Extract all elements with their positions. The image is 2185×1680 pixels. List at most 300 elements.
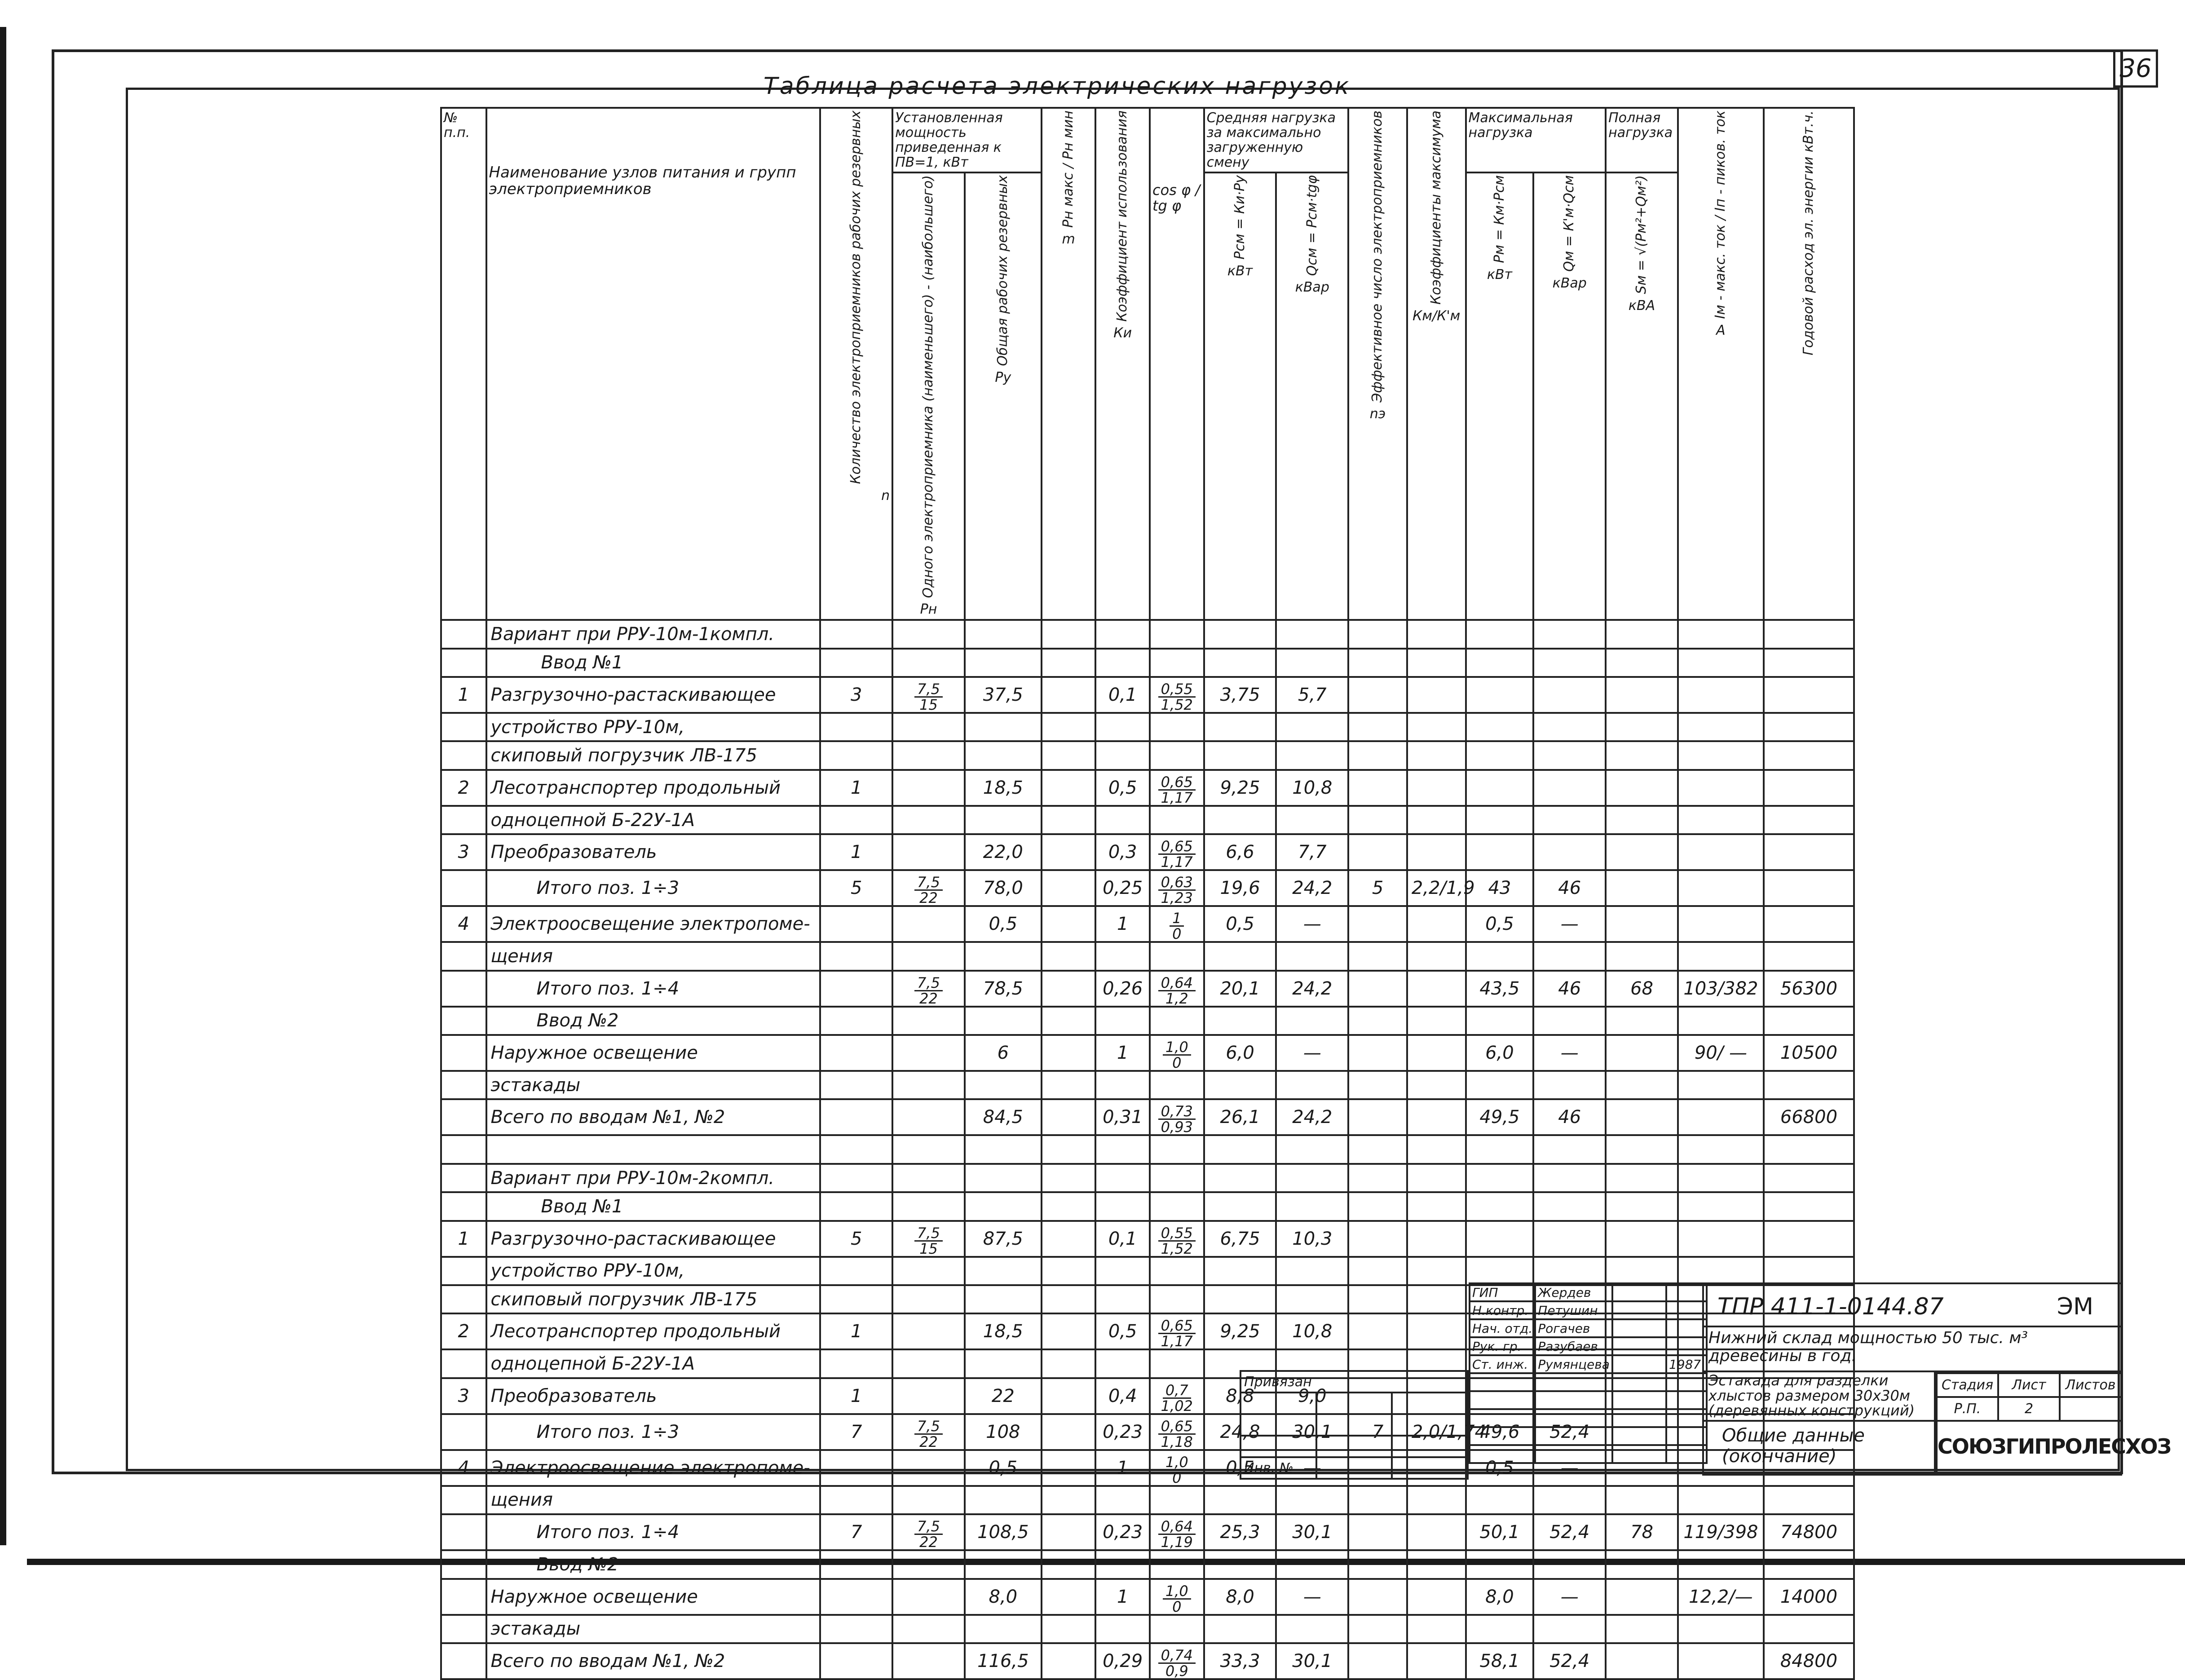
cell-power-total xyxy=(965,1164,1042,1192)
cell-ne xyxy=(1348,1035,1407,1071)
cell-power-one xyxy=(892,1071,965,1099)
cell-m xyxy=(1042,741,1096,769)
cell-cos-denominator: 0 xyxy=(1172,1469,1182,1486)
cell-cos-fraction xyxy=(1158,1104,1196,1134)
cell-cos-denominator: 1,02 xyxy=(1161,1397,1193,1415)
cell-ku xyxy=(1095,1257,1150,1285)
table-row xyxy=(441,1035,1854,1071)
cell-m xyxy=(1042,1514,1096,1550)
cell-sm xyxy=(1606,906,1678,942)
table-title: Таблица расчета электрических нагрузок xyxy=(764,73,1351,100)
cell-pcm: 24,8 xyxy=(1204,1414,1276,1450)
cell-qcm: — xyxy=(1276,1579,1348,1615)
cell-current xyxy=(1678,1164,1764,1192)
cell-qm xyxy=(1533,1071,1606,1099)
table-row xyxy=(441,677,1854,713)
cell-ne xyxy=(1348,1550,1407,1578)
cell-km xyxy=(1407,906,1466,942)
cell-ne xyxy=(1348,1486,1407,1514)
cell-cos-fraction xyxy=(1158,1648,1196,1678)
cell-ku xyxy=(1095,1285,1150,1313)
cell-m xyxy=(1042,870,1096,906)
inv-label: Инв. № xyxy=(1240,1457,1316,1479)
cell-qcm: — xyxy=(1276,1450,1348,1486)
cell-current xyxy=(1678,1192,1764,1220)
cell-km xyxy=(1407,1035,1466,1071)
cell-km xyxy=(1407,677,1466,713)
cell-pcm: 25,3 xyxy=(1204,1514,1276,1550)
cell-m xyxy=(1042,1414,1096,1450)
signature-row xyxy=(1470,1301,1707,1319)
cell-pm: 6,0 xyxy=(1466,1035,1534,1071)
cell-m xyxy=(1042,942,1096,970)
cell-cos-denominator: 1,17 xyxy=(1161,1333,1193,1350)
cell-name: Итого поз. 1÷4 xyxy=(486,1514,821,1550)
cell-pm: 58,1 xyxy=(1466,1643,1534,1679)
cell-name: Наружное освещение xyxy=(486,1035,821,1071)
cell-ne xyxy=(1348,834,1407,870)
cell-power-one xyxy=(892,620,965,648)
cell-ku: 0,1 xyxy=(1095,1221,1150,1257)
cell-m xyxy=(1042,1550,1096,1578)
cell-cos xyxy=(1150,1313,1204,1349)
cell-current xyxy=(1678,741,1764,769)
table-row xyxy=(441,1071,1854,1099)
cell-m xyxy=(1042,677,1096,713)
cell-num xyxy=(441,870,486,906)
cell-cos-fraction xyxy=(1163,1584,1191,1614)
cell-pcm xyxy=(1204,1007,1276,1035)
cell-cos-denominator: 0,9 xyxy=(1165,1662,1188,1680)
cell-m xyxy=(1042,1486,1096,1514)
cell-ku xyxy=(1095,1071,1150,1099)
cell-km xyxy=(1407,1579,1466,1615)
cell-power-one-numerator: 7,5 xyxy=(914,875,943,891)
cell-energy: 56300 xyxy=(1764,971,1854,1007)
cell-count xyxy=(820,1099,892,1135)
sheets-label: Листов xyxy=(2060,1373,2121,1397)
cell-name: Вариант при РРУ-10м-1компл. xyxy=(486,620,821,648)
cell-power-one xyxy=(892,1164,965,1192)
cell-num: 4 xyxy=(441,906,486,942)
cell-pcm xyxy=(1204,1192,1276,1220)
cell-num xyxy=(441,1192,486,1220)
cell-num xyxy=(441,1486,486,1514)
cell-cos-numerator: 1,0 xyxy=(1163,1040,1191,1056)
cell-ku xyxy=(1095,1007,1150,1035)
cell-qm xyxy=(1533,1550,1606,1578)
cell-current xyxy=(1678,942,1764,970)
cell-qcm: — xyxy=(1276,906,1348,942)
cell-cos xyxy=(1150,713,1204,741)
cell-cos xyxy=(1150,1257,1204,1285)
cell-cos xyxy=(1150,649,1204,677)
cell-ne xyxy=(1348,942,1407,970)
cell-name: Итого поз. 1÷4 xyxy=(486,971,821,1007)
cell-power-one xyxy=(892,1192,965,1220)
cell-pcm xyxy=(1204,1486,1276,1514)
cell-m xyxy=(1042,1192,1096,1220)
signature-mark xyxy=(1612,1337,1666,1355)
cell-power-total: 18,5 xyxy=(965,1313,1042,1349)
cell-power-one xyxy=(892,1035,965,1071)
doc-code: ТПР 411-1-0144.87 xyxy=(1717,1293,1944,1320)
cell-qm xyxy=(1533,1164,1606,1192)
table-row xyxy=(441,1135,1854,1163)
cell-current: 119/398 xyxy=(1678,1514,1764,1550)
cell-ne xyxy=(1348,770,1407,806)
cell-name: скиповый погрузчик ЛВ-175 xyxy=(486,1285,821,1313)
cell-pcm xyxy=(1204,620,1276,648)
signature-date xyxy=(1666,1319,1707,1337)
cell-ku: 1 xyxy=(1095,1035,1150,1071)
col-ne-header: Эффективное число электроприемников nэ xyxy=(1348,108,1407,620)
cell-ku: 0,1 xyxy=(1095,677,1150,713)
cell-name: Преобразователь xyxy=(486,834,821,870)
cell-power-total xyxy=(965,806,1042,834)
cell-qcm xyxy=(1276,1135,1348,1163)
cell-name: Преобразователь xyxy=(486,1378,821,1414)
cell-power-total xyxy=(965,1192,1042,1220)
signature-row-empty xyxy=(1470,1373,1707,1391)
cell-qm xyxy=(1533,1135,1606,1163)
cell-sm xyxy=(1606,1257,1678,1285)
cell-pcm: 9,25 xyxy=(1204,770,1276,806)
cell-ku: 0,26 xyxy=(1095,971,1150,1007)
cell-name: Вариант при РРУ-10м-2компл. xyxy=(486,1164,821,1192)
cell-pcm xyxy=(1204,713,1276,741)
cell-energy xyxy=(1764,1550,1854,1578)
cell-count xyxy=(820,1285,892,1313)
cell-m xyxy=(1042,906,1096,942)
signature-name: Румянцева xyxy=(1535,1355,1612,1373)
cell-num: 4 xyxy=(441,1450,486,1486)
cell-sm xyxy=(1606,1221,1678,1257)
cell-power-total: 22,0 xyxy=(965,834,1042,870)
cell-num: 3 xyxy=(441,834,486,870)
cell-cos xyxy=(1150,1486,1204,1514)
cell-power-one xyxy=(892,1615,965,1643)
cell-pcm: 6,6 xyxy=(1204,834,1276,870)
cell-pm xyxy=(1466,1550,1534,1578)
cell-pcm: 0,5 xyxy=(1204,1450,1276,1486)
cell-qm xyxy=(1533,1192,1606,1220)
cell-power-total xyxy=(965,1349,1042,1378)
table-row xyxy=(441,1007,1854,1035)
cell-name: устройство РРУ-10м, xyxy=(486,713,821,741)
cell-pm: 50,1 xyxy=(1466,1514,1534,1550)
cell-pcm: 3,75 xyxy=(1204,677,1276,713)
cell-cos xyxy=(1150,1135,1204,1163)
cell-cos-fraction xyxy=(1158,1318,1196,1348)
cell-num xyxy=(441,620,486,648)
cell-cos-numerator: 0,55 xyxy=(1158,1226,1196,1242)
cell-sm xyxy=(1606,834,1678,870)
sheet-label: Лист xyxy=(1998,1373,2060,1397)
cell-m xyxy=(1042,1615,1096,1643)
col-power-one-header: Одного электроприемника (наименьшего) - (наибольшего) Рн xyxy=(892,172,965,620)
cell-ne xyxy=(1348,1514,1407,1550)
cell-name: щения xyxy=(486,942,821,970)
cell-pm: 49,6 xyxy=(1466,1414,1534,1450)
cell-pcm: 0,5 xyxy=(1204,906,1276,942)
cell-km: 2,2/1,9 xyxy=(1407,870,1466,906)
cell-pcm xyxy=(1204,1135,1276,1163)
cell-power-one xyxy=(892,649,965,677)
signature-date xyxy=(1666,1283,1707,1301)
cell-m xyxy=(1042,1035,1096,1071)
cell-qm xyxy=(1533,942,1606,970)
cell-m xyxy=(1042,1450,1096,1486)
cell-cos-fraction xyxy=(1158,775,1196,805)
cell-count xyxy=(820,1035,892,1071)
cell-m xyxy=(1042,806,1096,834)
signature-name: Жердев xyxy=(1535,1283,1612,1301)
cell-name: Лесотранспортер продольный xyxy=(486,770,821,806)
cell-qcm xyxy=(1276,1192,1348,1220)
cell-count xyxy=(820,1135,892,1163)
cell-pm xyxy=(1466,1615,1534,1643)
cell-cos xyxy=(1150,806,1204,834)
cell-energy: 66800 xyxy=(1764,1099,1854,1135)
cell-name: Ввод №1 xyxy=(486,1192,821,1220)
table-row xyxy=(441,1164,1854,1192)
cell-sm xyxy=(1606,1007,1678,1035)
cell-energy xyxy=(1764,1221,1854,1257)
cell-sm xyxy=(1606,1615,1678,1643)
cell-qm xyxy=(1533,1257,1606,1285)
cell-power-one-denominator: 22 xyxy=(919,990,938,1007)
cell-current xyxy=(1678,870,1764,906)
cell-pcm xyxy=(1204,649,1276,677)
cell-m xyxy=(1042,1285,1096,1313)
cell-km xyxy=(1407,1164,1466,1192)
cell-cos xyxy=(1150,1192,1204,1220)
cell-cos xyxy=(1150,1071,1204,1099)
cell-qcm xyxy=(1276,741,1348,769)
cell-ku xyxy=(1095,713,1150,741)
signature-row xyxy=(1470,1283,1707,1301)
signature-mark xyxy=(1612,1283,1666,1301)
cell-cos-fraction xyxy=(1163,1455,1191,1485)
cell-energy xyxy=(1764,1486,1854,1514)
cell-num xyxy=(441,1414,486,1450)
cell-energy xyxy=(1764,1007,1854,1035)
cell-count: 1 xyxy=(820,770,892,806)
cell-cos xyxy=(1150,834,1204,870)
cell-cos-numerator: 0,65 xyxy=(1158,839,1196,855)
cell-energy xyxy=(1764,870,1854,906)
cell-energy xyxy=(1764,770,1854,806)
cell-ne xyxy=(1348,1285,1407,1313)
cell-qcm xyxy=(1276,806,1348,834)
cell-ku xyxy=(1095,741,1150,769)
cell-cos-denominator: 0 xyxy=(1172,1598,1182,1615)
cell-qcm xyxy=(1276,649,1348,677)
cell-power-one xyxy=(892,1414,965,1450)
cell-power-total: 6 xyxy=(965,1035,1042,1071)
cell-count xyxy=(820,1007,892,1035)
cell-m xyxy=(1042,1164,1096,1192)
cell-energy xyxy=(1764,1135,1854,1163)
signature-name: Петушин xyxy=(1535,1301,1612,1319)
cell-qcm: 7,7 xyxy=(1276,834,1348,870)
table-row xyxy=(441,649,1854,677)
cell-cos xyxy=(1150,1099,1204,1135)
cell-m xyxy=(1042,1313,1096,1349)
cell-count: 5 xyxy=(820,1221,892,1257)
cell-ne xyxy=(1348,713,1407,741)
cell-power-one-fraction xyxy=(914,976,943,1006)
cell-power-one xyxy=(892,834,965,870)
cell-name: Электроосвещение электропоме- xyxy=(486,906,821,942)
cell-power-total xyxy=(965,1007,1042,1035)
cell-cos-fraction xyxy=(1158,682,1196,712)
cell-sm xyxy=(1606,1035,1678,1071)
cell-pcm xyxy=(1204,1164,1276,1192)
cell-km xyxy=(1407,1192,1466,1220)
cell-m xyxy=(1042,620,1096,648)
cell-name: Разгрузочно-растаскивающее xyxy=(486,677,821,713)
cell-ne xyxy=(1348,1007,1407,1035)
sheets-value xyxy=(2060,1397,2121,1421)
cell-num xyxy=(441,1615,486,1643)
cell-cos-numerator: 0,65 xyxy=(1158,1318,1196,1334)
cell-power-total xyxy=(965,620,1042,648)
col-max-group-header: Максимальная нагрузка xyxy=(1466,108,1606,172)
cell-ne xyxy=(1348,1071,1407,1099)
cell-num xyxy=(441,1579,486,1615)
cell-power-one-fraction xyxy=(914,682,943,712)
cell-sm xyxy=(1606,620,1678,648)
cell-sm xyxy=(1606,713,1678,741)
cell-qcm: 30,1 xyxy=(1276,1414,1348,1450)
cell-ku xyxy=(1095,1615,1150,1643)
cell-km xyxy=(1407,1285,1466,1313)
cell-pm: 43 xyxy=(1466,870,1534,906)
cell-energy: 74800 xyxy=(1764,1514,1854,1550)
cell-cos xyxy=(1150,870,1204,906)
cell-km xyxy=(1407,770,1466,806)
cell-pcm: 33,3 xyxy=(1204,1643,1276,1679)
cell-km xyxy=(1407,620,1466,648)
signature-role: ГИП xyxy=(1470,1283,1535,1301)
cell-count xyxy=(820,1257,892,1285)
cell-ku xyxy=(1095,806,1150,834)
cell-power-one-denominator: 22 xyxy=(919,1534,938,1551)
cell-qm xyxy=(1533,677,1606,713)
cell-current xyxy=(1678,1486,1764,1514)
cell-power-one-fraction xyxy=(914,1226,943,1256)
cell-count: 7 xyxy=(820,1514,892,1550)
cell-pcm xyxy=(1204,1550,1276,1578)
cell-cos-numerator: 1 xyxy=(1170,911,1184,927)
cell-power-one xyxy=(892,806,965,834)
signature-mark xyxy=(1612,1301,1666,1319)
cell-power-total xyxy=(965,1615,1042,1643)
table-row xyxy=(441,971,1854,1007)
cell-cos xyxy=(1150,1579,1204,1615)
cell-ku: 0,3 xyxy=(1095,834,1150,870)
cell-current xyxy=(1678,713,1764,741)
cell-qm xyxy=(1533,741,1606,769)
cell-current xyxy=(1678,649,1764,677)
cell-power-one xyxy=(892,713,965,741)
col-sm-header: Sм = √(Рм²+Qм²) кВА xyxy=(1606,172,1678,620)
cell-cos-numerator: 0,64 xyxy=(1158,1519,1196,1535)
cell-count xyxy=(820,1450,892,1486)
cell-ku xyxy=(1095,1135,1150,1163)
cell-qcm xyxy=(1276,1550,1348,1578)
cell-current xyxy=(1678,770,1764,806)
cell-power-one-denominator: 22 xyxy=(919,889,938,907)
cell-km xyxy=(1407,1486,1466,1514)
cell-km xyxy=(1407,1007,1466,1035)
cell-name: эстакады xyxy=(486,1615,821,1643)
cell-current xyxy=(1678,1643,1764,1679)
signature-row-empty xyxy=(1470,1391,1707,1409)
scan-edge-left xyxy=(0,27,6,1545)
cell-ne xyxy=(1348,1643,1407,1679)
cell-ku xyxy=(1095,1192,1150,1220)
cell-power-one-numerator: 7,5 xyxy=(914,1419,943,1435)
table-row xyxy=(441,1514,1854,1550)
signature-row xyxy=(1470,1337,1707,1355)
cell-ne xyxy=(1348,1257,1407,1285)
signature-row-empty xyxy=(1470,1427,1707,1445)
cell-energy xyxy=(1764,649,1854,677)
cell-count xyxy=(820,971,892,1007)
cell-pm: 49,5 xyxy=(1466,1099,1534,1135)
cell-power-one-denominator: 22 xyxy=(919,1433,938,1450)
cell-current xyxy=(1678,1221,1764,1257)
cell-power-one xyxy=(892,1007,965,1035)
cell-cos-denominator: 1,52 xyxy=(1161,1240,1193,1257)
cell-qm: — xyxy=(1533,1579,1606,1615)
cell-count xyxy=(820,1164,892,1192)
col-energy-header: Годовой расход эл. энергии кВт.ч. xyxy=(1764,108,1854,620)
cell-pm xyxy=(1466,1164,1534,1192)
cell-cos-numerator: 0,64 xyxy=(1158,976,1196,991)
cell-energy xyxy=(1764,677,1854,713)
cell-ne xyxy=(1348,1615,1407,1643)
cell-pm: 43,5 xyxy=(1466,971,1534,1007)
cell-power-total: 8,0 xyxy=(965,1579,1042,1615)
cell-energy xyxy=(1764,906,1854,942)
cell-num: 2 xyxy=(441,770,486,806)
cell-pm xyxy=(1466,1135,1534,1163)
cell-qm: 46 xyxy=(1533,971,1606,1007)
cell-qcm xyxy=(1276,1615,1348,1643)
stage-label: Стадия xyxy=(1937,1373,1998,1397)
cell-qcm: 30,1 xyxy=(1276,1643,1348,1679)
cell-power-one xyxy=(892,1486,965,1514)
cell-m xyxy=(1042,1071,1096,1099)
cell-num xyxy=(441,1550,486,1578)
cell-ku: 1 xyxy=(1095,1450,1150,1486)
cell-power-one xyxy=(892,1378,965,1414)
cell-ne xyxy=(1348,806,1407,834)
cell-power-one-fraction xyxy=(914,875,943,905)
signature-row xyxy=(1470,1319,1707,1337)
cell-sm xyxy=(1606,806,1678,834)
cell-qcm: 10,8 xyxy=(1276,1313,1348,1349)
cell-pm xyxy=(1466,741,1534,769)
cell-power-one xyxy=(892,942,965,970)
drawing-name: Эстакада для разделки хлыстов размером 30х30м (деревянных конструкций) xyxy=(1702,1372,1936,1422)
cell-name: Итого поз. 1÷3 xyxy=(486,870,821,906)
cell-count: 1 xyxy=(820,1313,892,1349)
